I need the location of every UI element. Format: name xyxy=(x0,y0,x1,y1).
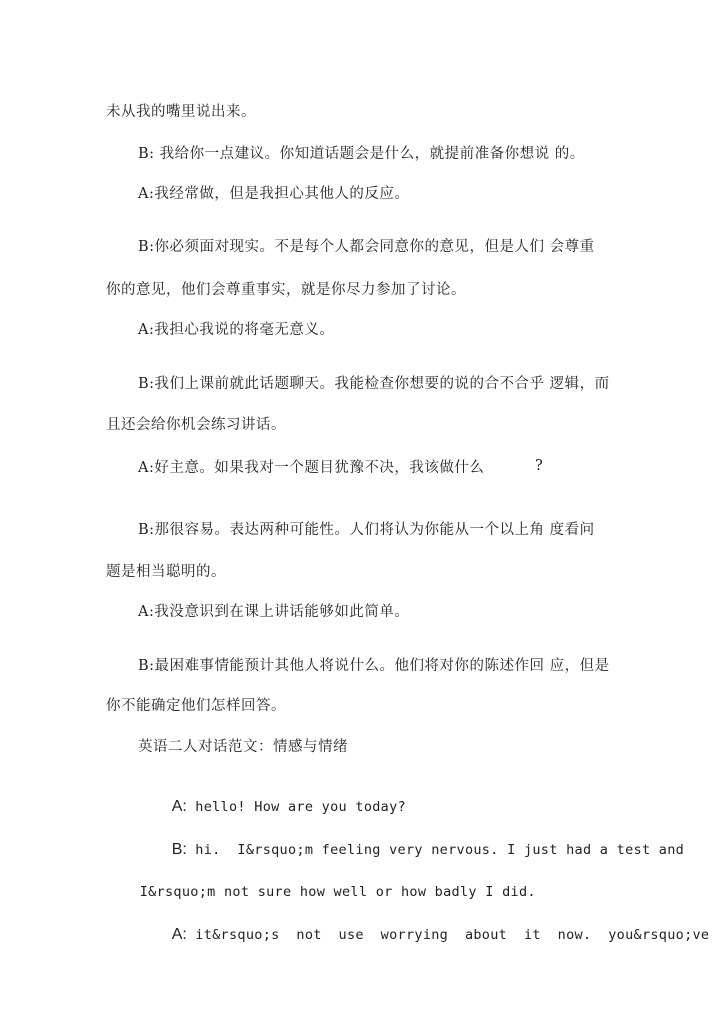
paragraph-line: A:我经常做，但是我担心其他人的反应。 xyxy=(138,186,410,202)
english-text: it&rsquo;s not use worrying about it now. you&rsquo;ve xyxy=(186,927,710,943)
paragraph-line: A:好主意。如果我对一个题目犹豫不决，我该做什么 xyxy=(138,460,485,476)
english-text: I&rsquo;m not sure how well or how badly I did. xyxy=(139,884,536,900)
paragraph-line: A:我担心我说的将毫无意义。 xyxy=(138,322,335,338)
paragraph-line: 你的意见，他们会尊重事实，就是你尽力参加了讨论。 xyxy=(106,282,466,298)
paragraph-line: A:我没意识到在课上讲话能够如此简单。 xyxy=(138,604,410,620)
section-heading: 英语二人对话范文：情感与情绪 xyxy=(138,739,348,755)
english-text: hi. I&rsquo;m feeling very nervous. I just had a test and xyxy=(186,842,685,858)
paragraph-line: B:那很容易。表达两种可能性。人们将认为你能从一个以上角 度看问 xyxy=(138,522,595,538)
speaker-label: A: xyxy=(171,798,187,815)
paragraph-line: B: 我给你一点建议。你知道话题会是什么，就提前准备你想说 的。 xyxy=(138,146,585,162)
paragraph-line: B:你必须面对现实。不是每个人都会同意你的意见，但是人们 会尊重 xyxy=(138,239,595,255)
paragraph-line: 且还会给你机会练习讲话。 xyxy=(106,417,286,433)
paragraph-line: 题是相当聪明的。 xyxy=(106,564,226,580)
paragraph-line: B:最困难事情能预计其他人将说什么。他们将对你的陈述作回 应，但是 xyxy=(138,658,610,674)
paragraph-line: B:我们上课前就此话题聊天。我能检查你想要的说的合不合乎 逻辑，而 xyxy=(138,376,610,392)
paragraph-line: 未从我的嘴里说出来。 xyxy=(106,104,256,120)
english-line xyxy=(138,905,709,965)
speaker-label: B: xyxy=(171,841,187,858)
speaker-label: A: xyxy=(171,926,187,943)
paragraph-line: 你不能确定他们怎样回答。 xyxy=(106,698,286,714)
english-text: hello! How are you today? xyxy=(186,799,406,815)
question-mark: ? xyxy=(535,458,543,474)
